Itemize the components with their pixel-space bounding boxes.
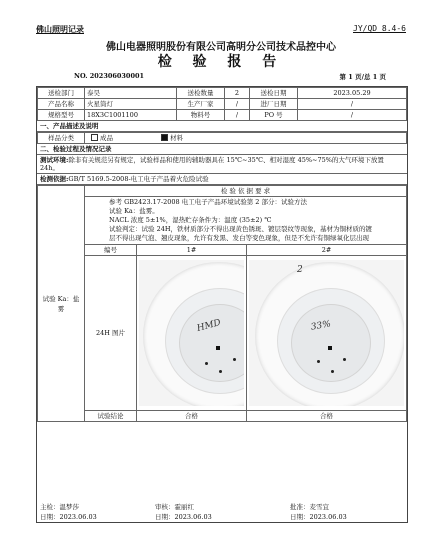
basis-text: GB/T 5169.5-2008-电工电子产品着火危险试验 xyxy=(68,175,209,183)
req-line: NACL 浓度 5±1%，湿热贮存条件为：温度 (35±2) ℃ xyxy=(109,216,272,224)
category-options xyxy=(85,133,407,144)
mark xyxy=(328,346,332,350)
mark xyxy=(205,362,208,365)
section-2-title: 二、检验过程及情况记录 xyxy=(37,144,407,155)
mark xyxy=(331,370,334,373)
requirement-header: 检 验 依 据 要 求 xyxy=(85,186,407,197)
report-frame xyxy=(36,86,408,523)
col-no: 编号 xyxy=(85,245,137,256)
cell: 进厂日期 xyxy=(250,99,298,110)
checkbox-material[interactable] xyxy=(161,134,168,141)
info-row-3 xyxy=(38,110,407,121)
info-row-1 xyxy=(38,88,407,99)
reviewer-block xyxy=(155,502,212,522)
cell: 物料号 xyxy=(177,110,225,121)
mark xyxy=(317,360,320,363)
section-1-title: 一、产品描述及说明 xyxy=(37,121,407,132)
cell: / xyxy=(225,110,250,121)
cell: 生产厂家 xyxy=(177,99,225,110)
cell: / xyxy=(225,99,250,110)
req-line: 试验 Ka：盐雾。 xyxy=(109,207,159,215)
cell: 泰昊 xyxy=(85,88,177,99)
cell: 规格型号 xyxy=(38,110,85,121)
cell: / xyxy=(298,110,407,121)
env-row xyxy=(37,155,407,174)
option-material: 材料 xyxy=(170,133,184,142)
reviewer-date: 日期：2023.06.03 xyxy=(155,513,212,521)
record-label: 佛山照明记录 xyxy=(36,24,84,34)
cell: / xyxy=(298,99,407,110)
cell: 2 xyxy=(225,88,250,99)
test-table xyxy=(37,185,407,422)
mark xyxy=(216,346,220,350)
signature-footer xyxy=(37,500,407,522)
cell: 火星筒灯 xyxy=(85,99,177,110)
form-code: JY/QD 8.4-6 xyxy=(353,24,406,33)
basis-label: 检测依据: xyxy=(40,175,69,183)
result-1: 合格 xyxy=(137,411,247,422)
cell: PO 号 xyxy=(250,110,298,121)
req-line: 参考 GB2423.17-2008 电工电子产品环境试验第 2 部分：试验方法 xyxy=(109,198,307,206)
sample-2-photo xyxy=(249,260,404,406)
page-info: 第 1 页/总 1 页 xyxy=(339,73,386,81)
info-row-2 xyxy=(38,99,407,110)
reviewer: 审核：霍丽红 xyxy=(155,503,194,511)
option-finished: 成品 xyxy=(100,133,113,142)
cell: 2023.05.29 xyxy=(298,88,407,99)
report-number: NO. 202306030001 xyxy=(74,72,145,80)
cell: 18X3C1001100 xyxy=(85,110,177,121)
tester: 主检：温梦莎 xyxy=(40,503,79,511)
sample-number: 2 xyxy=(297,265,303,275)
mark xyxy=(233,358,236,361)
sample-mark: 33% xyxy=(310,319,332,333)
photo-cell-2 xyxy=(247,256,407,411)
result-2: 合格 xyxy=(247,411,407,422)
photo-label: 24H 图片 xyxy=(85,256,137,411)
mark xyxy=(219,370,222,373)
category-table xyxy=(37,132,407,144)
sample-1-photo xyxy=(139,260,244,406)
cell: 送检数量 xyxy=(177,88,225,99)
env-text: 除非有关规范另有规定，试验样品和使用的辅助器具在 15℃~35℃、相对湿度 45%~75%的大气环境下放置 24h。 xyxy=(40,156,384,172)
req-line: 层不得出现气泡、翘皮现象，允许有发黑、发白等变色现象，但是不允许有铜绿氧化层出现 xyxy=(109,234,369,242)
cell: 送检日期 xyxy=(250,88,298,99)
approver-date: 日期：2023.06.03 xyxy=(290,513,347,521)
result-label: 试验结论 xyxy=(85,411,137,422)
sample-2-label: 2# xyxy=(247,245,407,256)
test-item-label: 试验 Ka：盐雾 xyxy=(38,186,85,422)
env-label: 测试环境: xyxy=(40,156,69,164)
tester-date: 日期：2023.06.03 xyxy=(40,513,97,521)
photo-cell-1 xyxy=(137,256,247,411)
sample-mark: HMD xyxy=(195,318,223,334)
report-title: 检 验 报 告 xyxy=(157,54,285,70)
mark xyxy=(343,358,346,361)
checkbox-finished[interactable] xyxy=(91,134,98,141)
approver-block xyxy=(290,502,347,522)
category-label: 样品分类 xyxy=(38,133,85,144)
tester-block xyxy=(40,502,97,522)
basis-row xyxy=(37,174,407,185)
requirement-text xyxy=(85,197,407,245)
info-table xyxy=(37,87,407,121)
req-line: 试验判定：试验 24H，铁材质部分不得出现黄色锈斑、镀层裂纹等现象，基材为铜材质的镀 xyxy=(109,225,373,233)
sample-1-label: 1# xyxy=(137,245,247,256)
cell: 送检部门 xyxy=(38,88,85,99)
company-name: 佛山电器照明股份有限公司高明分公司技术品控中心 xyxy=(106,42,336,53)
approver: 批准：麦雪宜 xyxy=(290,503,329,511)
cell: 产品名称 xyxy=(38,99,85,110)
